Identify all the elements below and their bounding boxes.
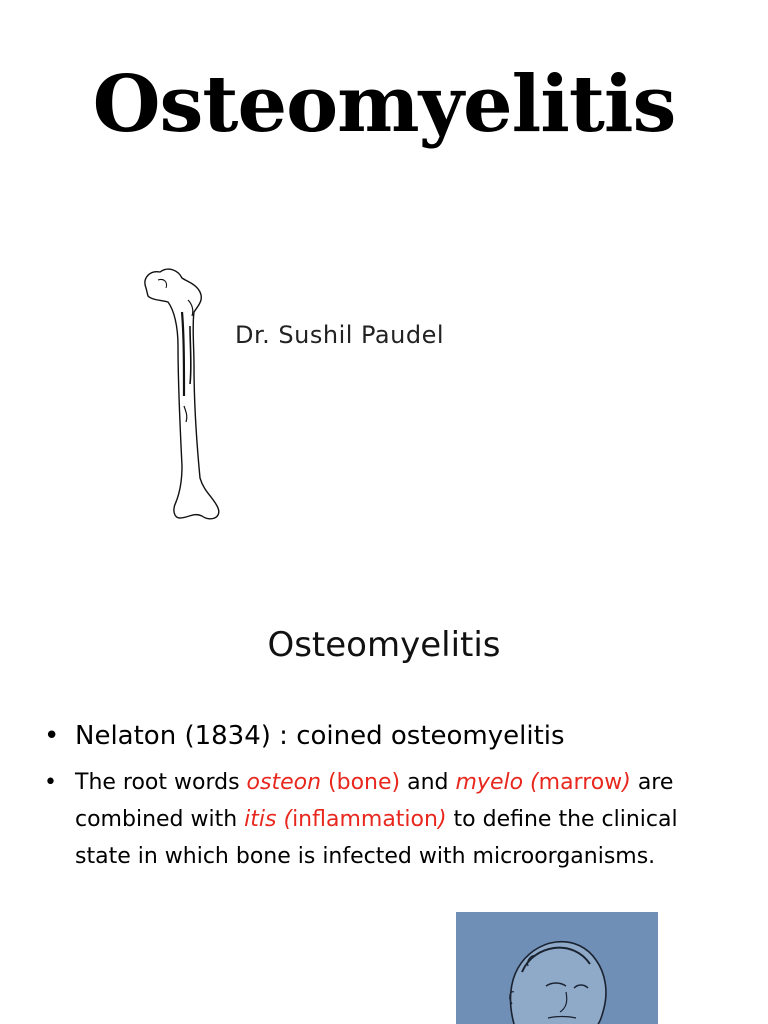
nelaton-portrait-icon — [456, 912, 658, 1024]
term-itis: itis ( — [244, 807, 293, 832]
text-run: (bone) — [321, 770, 401, 795]
bullet-dot: • — [44, 770, 57, 795]
term-osteon: osteon — [246, 770, 322, 795]
content-slide — [0, 570, 768, 1024]
term-myelo: myelo ( — [455, 770, 539, 795]
text-run: inflammation — [292, 807, 438, 832]
bullet-item — [44, 764, 724, 875]
bullet-dot: • — [44, 721, 60, 751]
author-name: Dr. Sushil Paudel — [235, 321, 445, 349]
text-run: ) — [437, 807, 447, 832]
bullet-item — [44, 718, 724, 754]
slide-title: Osteomyelitis — [92, 59, 676, 150]
bullet-list — [44, 718, 724, 875]
text-run: and — [400, 770, 456, 795]
text-run: are combined with — [75, 770, 674, 832]
text-run: The root words — [75, 770, 247, 795]
femur-bone-icon — [138, 266, 224, 522]
bullet-text: Nelaton (1834) : coined osteomyelitis — [75, 721, 565, 751]
text-run: to define the clinical state in which bone is infected with microorganisms. — [75, 807, 678, 869]
portrait-image — [456, 912, 658, 1024]
text-run: marrow — [538, 770, 623, 795]
text-run: ) — [622, 770, 631, 795]
slide-title: Osteomyelitis — [267, 625, 501, 665]
bullet-text — [75, 770, 678, 869]
